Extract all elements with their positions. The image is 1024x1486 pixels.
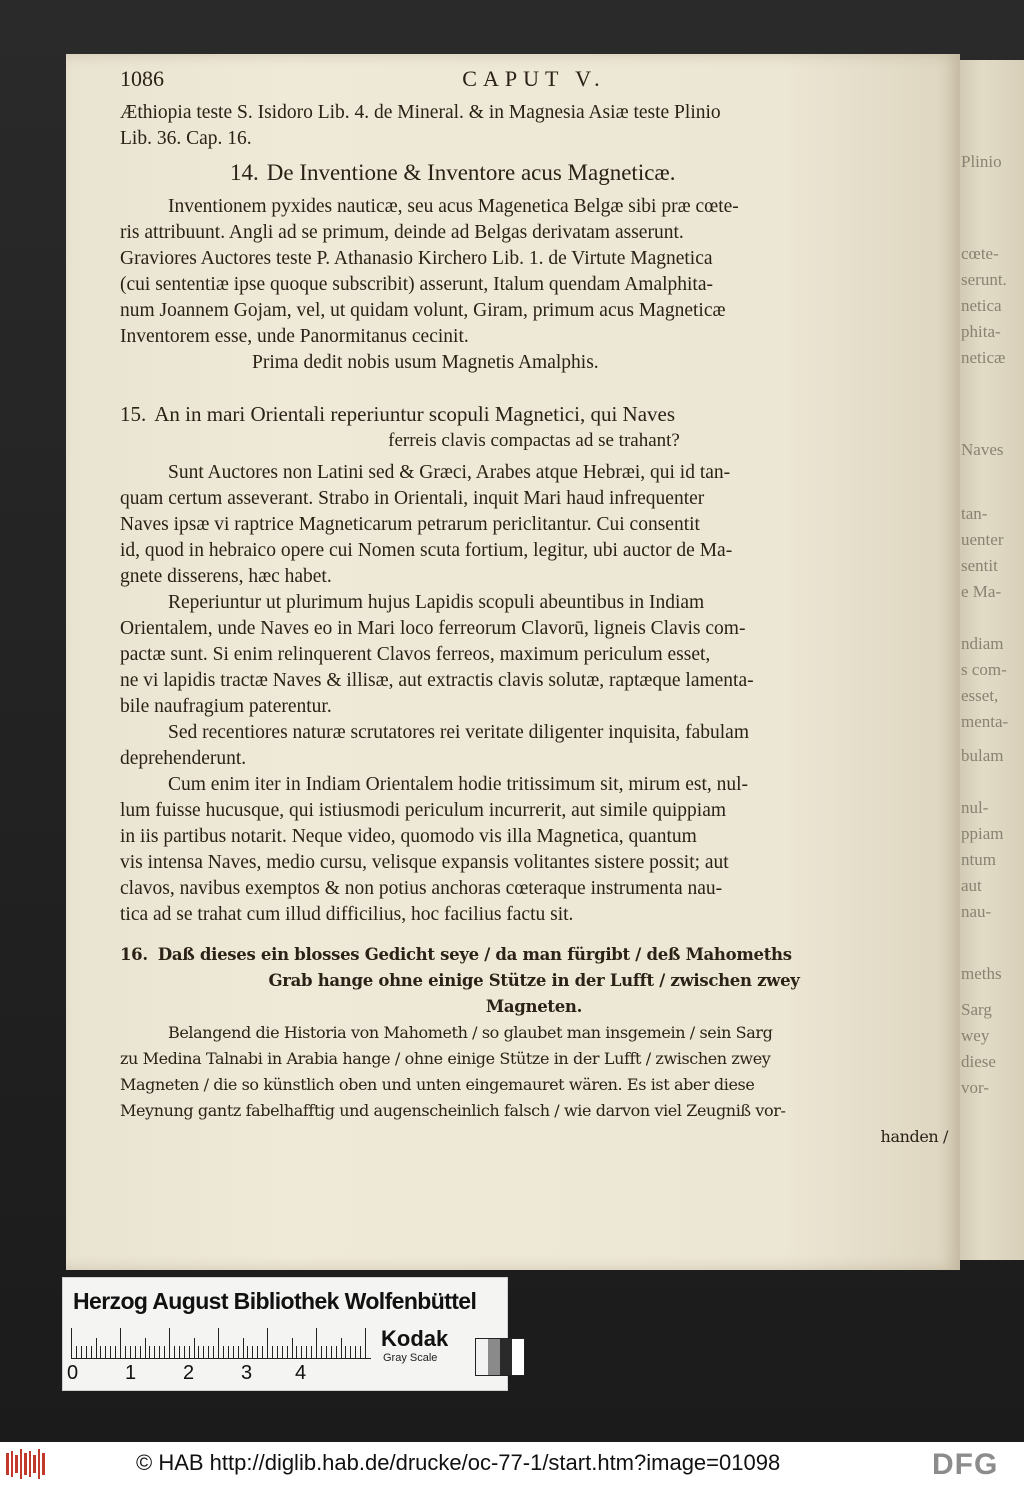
ruler-tick: [301, 1346, 302, 1358]
text-line: in iis partibus notarit. Neque video, quomodo vis illa Magnetica, quantum: [120, 826, 697, 847]
ruler-tick: [360, 1346, 361, 1358]
ruler-tick: [296, 1346, 297, 1358]
ruler-tick: [194, 1338, 195, 1358]
ruler-tick: [267, 1328, 268, 1358]
text-line: Graviores Auctores teste P. Athanasio Kirchero Lib. 1. de Virtute Magnetica: [120, 248, 713, 269]
section-title: Daß dieses ein blosses Gedicht seye / da man fürgibt / deß Mahomeths: [157, 945, 792, 964]
ruler-tick: [208, 1346, 209, 1358]
text-line: Orientalem, unde Naves eo in Mari loco ferreorum Clavorū, ligneis Clavis com-: [120, 618, 746, 639]
swatch: [512, 1339, 524, 1375]
ruler-tick: [238, 1346, 239, 1358]
ruler-tick: [86, 1346, 87, 1358]
swatch: [476, 1339, 488, 1375]
ruler-tick: [159, 1346, 160, 1358]
ruler-tick: [120, 1328, 121, 1358]
adjacent-page-fragment: vor-: [961, 1078, 989, 1097]
ruler-tick: [81, 1346, 82, 1358]
ruler-tick: [91, 1346, 92, 1358]
ruler-tick: [341, 1338, 342, 1358]
section-title-continued: ferreis clavis compactas ad se trahant?: [388, 430, 680, 451]
adjacent-page-fragment: Plinio: [961, 152, 1002, 171]
ruler-tick: [277, 1346, 278, 1358]
page-number: 1086: [120, 66, 164, 91]
text-line: Naves ipsæ vi raptrice Magneticarum petrarum periclitantur. Cui consentit: [120, 514, 700, 535]
ruler-tick: [184, 1346, 185, 1358]
text-line: tica ad se trahat cum illud difficilius, hoc facilius factu sit.: [120, 904, 574, 925]
text-line: zu Medina Talnabi in Arabia hange / ohne einige Stütze in der Lufft / zwischen zwey: [120, 1049, 771, 1068]
adjacent-page-fragment: cœte-: [961, 244, 999, 263]
text-line: gnete disserens, hæc habet.: [120, 566, 332, 587]
catchword: handen /: [880, 1127, 948, 1146]
ruler-tick: [130, 1346, 131, 1358]
section-number: 16.: [120, 945, 148, 964]
adjacent-page-edge: [955, 60, 1024, 1260]
adjacent-page-fragment: ndiam: [961, 634, 1004, 653]
ruler-tick: [292, 1338, 293, 1358]
adjacent-page-fragment: sentit: [961, 556, 998, 575]
ruler-tick: [228, 1346, 229, 1358]
ruler-tick: [350, 1346, 351, 1358]
ruler-tick: [154, 1346, 155, 1358]
ruler-tick: [115, 1346, 116, 1358]
adjacent-page-fragment: meths: [961, 964, 1002, 983]
ruler-tick: [203, 1346, 204, 1358]
adjacent-page-fragment: tan-: [961, 504, 988, 523]
adjacent-page-fragment: bulam: [961, 746, 1004, 765]
ruler-label: 0: [67, 1362, 79, 1384]
ruler-tick: [179, 1346, 180, 1358]
text-line: Sed recentiores naturæ scrutatores rei veritate diligenter inquisita, fabulam: [168, 722, 750, 743]
ruler-tick: [76, 1346, 77, 1358]
ruler-tick: [140, 1346, 141, 1358]
running-head: CAPUT V.: [462, 66, 606, 91]
text-line: Inventorem esse, unde Panormitanus cecinit.: [120, 326, 469, 347]
ruler-label: 4: [295, 1362, 307, 1384]
section-heading: [120, 158, 948, 188]
ruler-tick: [311, 1346, 312, 1358]
text-line: Lib. 36. Cap. 16.: [120, 128, 252, 149]
ruler-tick: [355, 1346, 356, 1358]
text-line: ris attribuunt. Angli ad se primum, deinde ad Belgas derivatam asserunt.: [120, 222, 684, 243]
ruler-tick: [169, 1328, 170, 1358]
text-line: bile naufragium paterentur.: [120, 696, 332, 717]
ruler-tick: [135, 1346, 136, 1358]
ruler-tick: [213, 1346, 214, 1358]
ruler-tick: [282, 1346, 283, 1358]
ruler-tick: [287, 1346, 288, 1358]
section-title: An in mari Orientali reperiuntur scopuli Magnetici, qui Naves: [154, 402, 676, 426]
ruler-tick: [365, 1328, 366, 1358]
adjacent-page-fragment: Naves: [961, 440, 1004, 459]
section-heading: [120, 942, 948, 968]
adjacent-page-fragment: uenter: [961, 530, 1004, 549]
section-number: 15.: [120, 402, 147, 426]
text-line: id, quod in hebraico opere cui Nomen scuta fortium, legitur, ubi auctor de Ma-: [120, 540, 733, 561]
ruler-tick: [100, 1346, 101, 1358]
adjacent-page-fragment: neticæ: [961, 348, 1006, 367]
measurement-ruler: [71, 1324, 371, 1359]
ruler-tick: [149, 1346, 150, 1358]
text-line: vis intensa Naves, medio cursu, velisque expansis volitantes sistere possit; aut: [120, 852, 729, 873]
adjacent-page-fragment: Sarg: [961, 1000, 992, 1019]
dfg-logo: DFG: [932, 1448, 999, 1481]
ruler-tick: [174, 1346, 175, 1358]
adjacent-page-fragment: menta-: [961, 712, 1009, 731]
section-heading: [120, 400, 948, 428]
gray-swatches: [475, 1338, 525, 1376]
footer-bar: [0, 1442, 1024, 1486]
ruler-tick: [145, 1338, 146, 1358]
adjacent-page-fragment: ntum: [961, 850, 996, 869]
adjacent-page-fragment: s com-: [961, 660, 1007, 679]
text-line: Sunt Auctores non Latini sed & Græci, Arabes atque Hebræi, qui id tan-: [168, 462, 731, 483]
ruler-tick: [198, 1346, 199, 1358]
text-line: Belangend die Historia von Mahometh / so glaubet man insgemein / sein Sarg: [168, 1023, 773, 1042]
text-line: num Joannem Gojam, vel, ut quidam volunt, Giram, primum acus Magneticæ: [120, 300, 726, 321]
ruler-tick: [243, 1338, 244, 1358]
text-line: Inventionem pyxides nauticæ, seu acus Magenetica Belgæ sibi præ cœte-: [168, 196, 739, 217]
library-name: Herzog August Bibliothek Wolfenbüttel: [73, 1288, 477, 1314]
text-line: ne vi lapidis tractæ Naves & illisæ, aut extractis clavis solutæ, raptæque lamenta-: [120, 670, 754, 691]
ruler-tick: [336, 1346, 337, 1358]
ruler-tick: [96, 1338, 97, 1358]
ruler-tick: [247, 1346, 248, 1358]
text-line: Æthiopia teste S. Isidoro Lib. 4. de Mineral. & in Magnesia Asiæ teste Plinio: [120, 102, 721, 123]
text-line: Magneten / die so künstlich oben und unten eingemauret wären. Es ist aber diese: [120, 1075, 755, 1094]
text-line: Cum enim iter in Indiam Orientalem hodie tritissimum sit, mirum est, nul-: [168, 774, 749, 795]
ruler-tick: [164, 1346, 165, 1358]
adjacent-page-fragment: phita-: [961, 322, 1001, 341]
text-line: pactæ sunt. Si enim relinquerent Clavos ferreos, maximum periculum esset,: [120, 644, 711, 665]
ruler-tick: [233, 1346, 234, 1358]
page-text: [120, 66, 948, 1150]
adjacent-page-fragment: nau-: [961, 902, 992, 921]
adjacent-page-fragment: ppiam: [961, 824, 1004, 843]
ruler-tick: [326, 1346, 327, 1358]
ruler-tick: [218, 1328, 219, 1358]
ruler-tick: [345, 1346, 346, 1358]
ruler-tick: [257, 1346, 258, 1358]
verse-line: Prima dedit nobis usum Magnetis Amalphis.: [252, 352, 599, 373]
section-number: 14.: [230, 160, 259, 185]
page-header: [120, 66, 948, 94]
text-line: Meynung gantz fabelhafftig und augenscheinlich falsch / wie darvon viel Zeugniß vor-: [120, 1101, 786, 1120]
adjacent-page-fragment: e Ma-: [961, 582, 1002, 601]
ruler-tick: [223, 1346, 224, 1358]
ruler-tick: [272, 1346, 273, 1358]
text-line: deprehenderunt.: [120, 748, 247, 769]
text-line: Reperiuntur ut plurimum hujus Lapidis scopuli abeuntibus in Indiam: [168, 592, 705, 613]
ruler-tick: [105, 1346, 106, 1358]
ruler-label: 1: [125, 1362, 137, 1384]
ruler-tick: [125, 1346, 126, 1358]
ruler-tick: [262, 1346, 263, 1358]
text-line: (cui sententiæ ipse quoque subscribit) asserunt, Italum quendam Amalphita-: [120, 274, 713, 295]
ruler-label: 3: [241, 1362, 253, 1384]
adjacent-page-fragment: aut: [961, 876, 982, 895]
section-title: De Inventione & Inventore acus Magneticæ.: [266, 160, 676, 185]
ruler-tick: [252, 1346, 253, 1358]
adjacent-page-fragment: wey: [961, 1026, 990, 1045]
gray-scale-label: Gray Scale: [383, 1352, 438, 1364]
ruler-tick: [321, 1346, 322, 1358]
adjacent-page-fragment: diese: [961, 1052, 996, 1071]
credit-link[interactable]: © HAB http://diglib.hab.de/drucke/oc-77-1/start.htm?image=01098: [136, 1450, 781, 1475]
ruler-tick: [331, 1346, 332, 1358]
ruler-tick: [316, 1328, 317, 1358]
ruler-tick: [189, 1346, 190, 1358]
swatch: [500, 1339, 512, 1375]
ruler-tick: [71, 1328, 72, 1358]
swatch: [488, 1339, 500, 1375]
barcode-logo-icon: [6, 1449, 48, 1479]
ruler-label: 2: [183, 1362, 195, 1384]
text-line: quam certum asseverant. Strabo in Orientali, inquit Mari haud infrequenter: [120, 488, 705, 509]
adjacent-page-fragment: nul-: [961, 798, 989, 817]
text-line: lum fuisse hucusque, qui istiusmodi periculum incurrerit, aut simile quippiam: [120, 800, 727, 821]
section-title-continued: Grab hange ohne einige Stütze in der Lufft / zwischen zwey: [268, 971, 800, 990]
text-line: clavos, navibus exemptos & non potius anchoras cœteraque instrumenta nau-: [120, 878, 723, 899]
adjacent-page-fragment: serunt.: [961, 270, 1007, 289]
ruler-tick: [110, 1346, 111, 1358]
ruler-tick: [306, 1346, 307, 1358]
section-title-continued: Magneten.: [485, 997, 583, 1016]
color-calibration-target: [62, 1277, 508, 1391]
adjacent-page-fragment: netica: [961, 296, 1002, 315]
kodak-logo: Kodak: [381, 1326, 449, 1351]
adjacent-page-fragment: esset,: [961, 686, 999, 705]
